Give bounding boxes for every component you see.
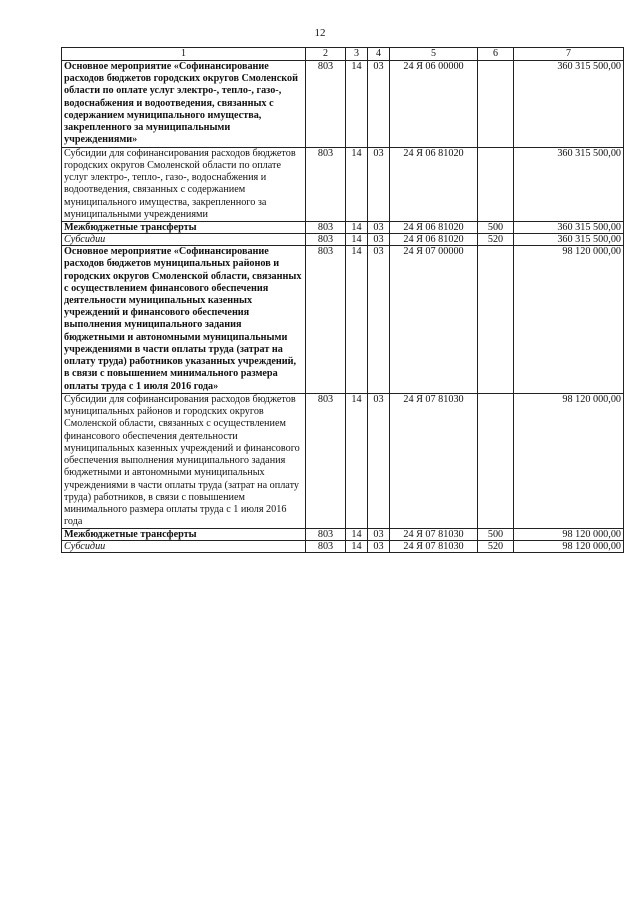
subsection-code: 03 — [368, 222, 390, 234]
row-name: Основное мероприятие «Софинансирование расходов бюджетов городских округов Смоленской области по оплате услуг электро-, тепло-, газо-, водоснабжения и водоотведения, связанных с содержанием муниципального имущества, закрепленного за муниципальными учреждениями» — [62, 61, 306, 148]
table-row — [62, 234, 624, 246]
header-col-6: 6 — [478, 48, 514, 61]
header-col-4: 4 — [368, 48, 390, 61]
section-code: 14 — [346, 147, 368, 221]
target-article-code: 24 Я 07 81030 — [390, 393, 478, 529]
target-article-code: 24 Я 07 81030 — [390, 541, 478, 553]
amount: 360 315 500,00 — [514, 222, 624, 234]
amount: 98 120 000,00 — [514, 246, 624, 394]
page-number: 12 — [314, 27, 326, 39]
expense-type-code: 500 — [478, 222, 514, 234]
section-code: 14 — [346, 234, 368, 246]
ministry-code: 803 — [306, 529, 346, 541]
budget-table — [61, 47, 624, 553]
table-row — [62, 541, 624, 553]
expense-type-code: 500 — [478, 529, 514, 541]
target-article-code: 24 Я 06 81020 — [390, 222, 478, 234]
ministry-code: 803 — [306, 246, 346, 394]
amount: 360 315 500,00 — [514, 234, 624, 246]
table-row — [62, 222, 624, 234]
target-article-code: 24 Я 07 81030 — [390, 529, 478, 541]
expense-type-code: 520 — [478, 541, 514, 553]
row-name: Субсидии — [62, 541, 306, 553]
row-name: Основное мероприятие «Софинансирование расходов бюджетов муниципальных районов и городских округов Смоленской области, связанных с осуществлением финансового обеспечения деятельности муниципальных казенных учреждений и финансового обеспечения выполнения муниципального задания бюджетными и автономными муниципальными учреждениями в части оплаты труда (затрат на оплату труда) работников указанных учреждений, в связи с повышением минимального размера оплаты труда с 1 июля 2016 года» — [62, 246, 306, 394]
section-code: 14 — [346, 246, 368, 394]
table-row — [62, 61, 624, 148]
section-code: 14 — [346, 61, 368, 148]
row-name: Субсидии для софинансирования расходов бюджетов муниципальных районов и городских округов Смоленской области, связанных с осуществлением финансового обеспечения деятельности муниципальных казенных учреждений и финансового обеспечения выполнения муниципального задания бюджетными и автономными муниципальных учреждениями в части оплаты труда (затрат на оплату труда) работников, в связи с повышением минимального размера оплаты труда с 1 июля 2016 года — [62, 393, 306, 529]
expense-type-code — [478, 393, 514, 529]
subsection-code: 03 — [368, 147, 390, 221]
ministry-code: 803 — [306, 147, 346, 221]
subsection-code: 03 — [368, 393, 390, 529]
section-code: 14 — [346, 393, 368, 529]
expense-type-code — [478, 147, 514, 221]
expense-type-code — [478, 61, 514, 148]
table-row — [62, 147, 624, 221]
header-col-5: 5 — [390, 48, 478, 61]
subsection-code: 03 — [368, 541, 390, 553]
row-name: Межбюджетные трансферты — [62, 222, 306, 234]
target-article-code: 24 Я 06 00000 — [390, 61, 478, 148]
subsection-code: 03 — [368, 234, 390, 246]
section-code: 14 — [346, 222, 368, 234]
ministry-code: 803 — [306, 393, 346, 529]
ministry-code: 803 — [306, 61, 346, 148]
section-code: 14 — [346, 529, 368, 541]
amount: 360 315 500,00 — [514, 61, 624, 148]
row-name: Субсидии — [62, 234, 306, 246]
target-article-code: 24 Я 06 81020 — [390, 147, 478, 221]
row-name: Межбюджетные трансферты — [62, 529, 306, 541]
ministry-code: 803 — [306, 541, 346, 553]
table-row — [62, 529, 624, 541]
amount: 360 315 500,00 — [514, 147, 624, 221]
target-article-code: 24 Я 07 00000 — [390, 246, 478, 394]
ministry-code: 803 — [306, 222, 346, 234]
amount: 98 120 000,00 — [514, 393, 624, 529]
header-col-7: 7 — [514, 48, 624, 61]
table-row — [62, 393, 624, 529]
expense-type-code — [478, 246, 514, 394]
subsection-code: 03 — [368, 529, 390, 541]
section-code: 14 — [346, 541, 368, 553]
ministry-code: 803 — [306, 234, 346, 246]
expense-type-code: 520 — [478, 234, 514, 246]
header-row — [62, 48, 624, 61]
header-col-3: 3 — [346, 48, 368, 61]
amount: 98 120 000,00 — [514, 529, 624, 541]
amount: 98 120 000,00 — [514, 541, 624, 553]
table-row — [62, 246, 624, 394]
target-article-code: 24 Я 06 81020 — [390, 234, 478, 246]
subsection-code: 03 — [368, 246, 390, 394]
subsection-code: 03 — [368, 61, 390, 148]
row-name: Субсидии для софинансирования расходов бюджетов городских округов Смоленской области по оплате услуг электро-, тепло-, газо-, водоснабжения и водоотведения, связанных с содержанием муниципального имущества, закрепленного за муниципальными учреждениями — [62, 147, 306, 221]
header-col-1: 1 — [62, 48, 306, 61]
header-col-2: 2 — [306, 48, 346, 61]
